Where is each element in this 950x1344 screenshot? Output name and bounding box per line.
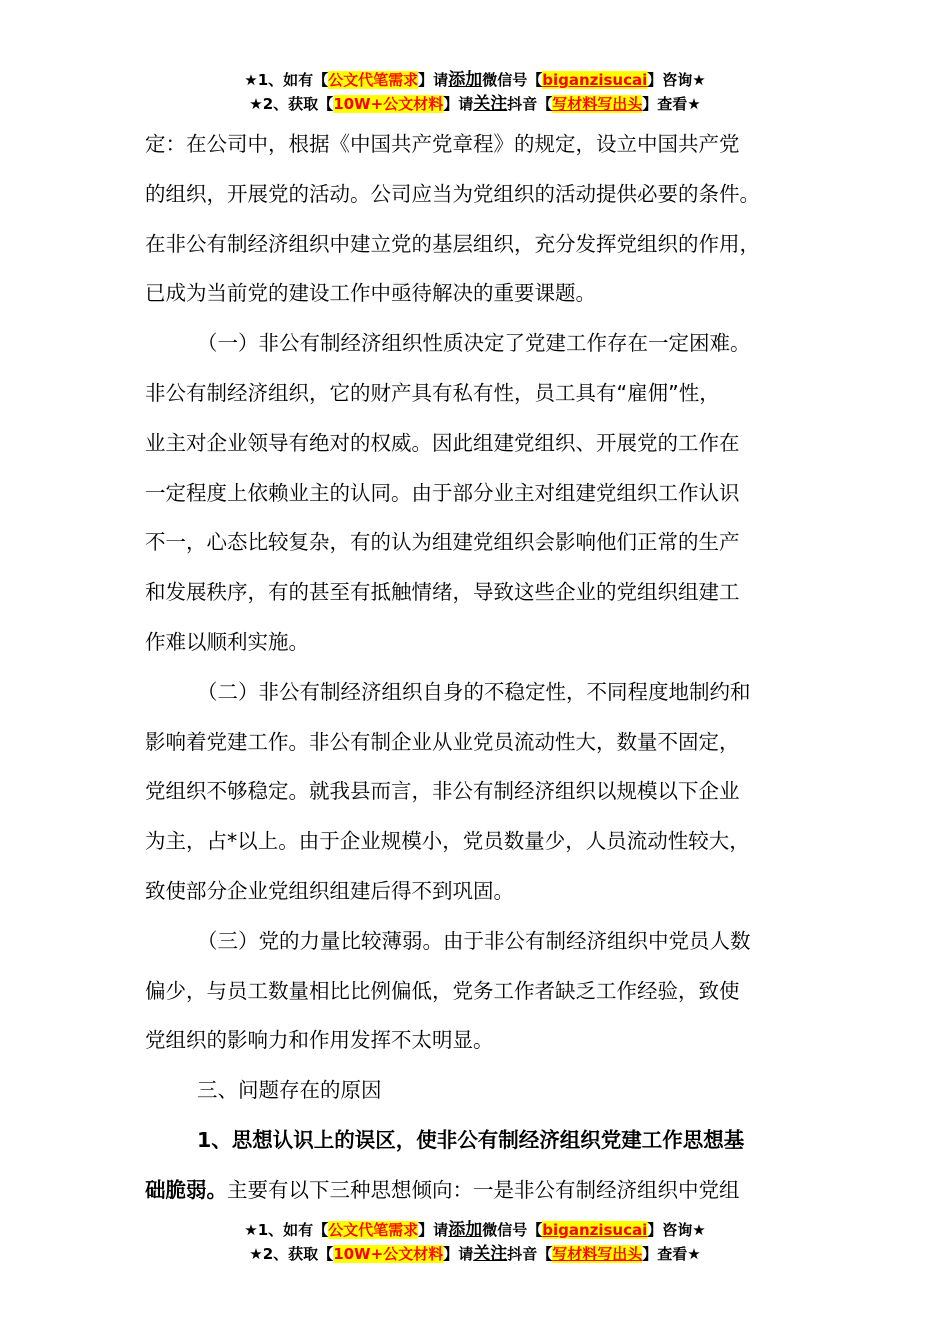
section-heading-3: （三）党的力量比较薄弱。由于非公有制经济组织中党员人数 [197, 928, 751, 953]
promo-banner-top [0, 68, 950, 116]
text-line: 不一，心态比较复杂，有的认为组建党组织会影响他们正常的生产 [145, 530, 740, 555]
chapter-heading: 三、问题存在的原因 [197, 1078, 382, 1103]
text-line: 已成为当前党的建设工作中亟待解决的重要课题。 [145, 281, 596, 306]
text-line: 党组织不够稳定。就我县而言，非公有制经济组织以规模以下企业 [145, 779, 740, 804]
text-line: 致使部分企业党组织组建后得不到巩固。 [145, 878, 514, 903]
text-line: 业主对企业领导有绝对的权威。因此组建党组织、开展党的工作在 [145, 430, 740, 455]
document-body [145, 120, 825, 1216]
text-line: 定：在公司中，根据《中国共产党章程》的规定，设立中国共产党 [145, 132, 740, 156]
text-line: 础脆弱。主要有以下三种思想倾向：一是非公有制经济组织中党组 [145, 1177, 740, 1202]
text-line: 在非公有制经济组织中建立党的基层组织，充分发挥党组织的作用， [145, 231, 760, 256]
promo-line-1: ★1、如有【公文代笔需求】请添加微信号【biganzisucai】咨询★ [244, 1220, 706, 1240]
text-line: 和发展秩序，有的甚至有抵触情绪，导致这些企业的党组织组建工 [145, 580, 740, 605]
section-heading-1: （一）非公有制经济组织性质决定了党建工作存在一定困难。 [197, 331, 751, 356]
text-line: 为主，占*以上。由于企业规模小，党员数量少，人员流动性较大， [145, 829, 750, 854]
text-line: 偏少，与员工数量相比比例偏低，党务工作者缺乏工作经验，致使 [145, 978, 740, 1003]
promo-line-2: ★2、获取【10W+公文材料】请关注抖音【写材料写出头】查看★ [249, 1244, 701, 1264]
section-heading-2: （二）非公有制经济组织自身的不稳定性，不同程度地制约和 [197, 679, 751, 704]
wechat-id: biganzisucai [542, 71, 648, 89]
promo-banner-bottom [0, 1218, 950, 1266]
text-line: 一定程度上依赖业主的认同。由于部分业主对组建党组织工作认识 [145, 480, 740, 505]
bold-heading: 1、思想认识上的误区，使非公有制经济组织党建工作思想基 [197, 1127, 745, 1152]
text-line: 的组织，开展党的活动。公司应当为党组织的活动提供必要的条件。 [145, 181, 760, 206]
promo-line-2: ★2、获取【10W+公文材料】请关注抖音【写材料写出头】查看★ [249, 94, 701, 114]
text-line: 非公有制经济组织，它的财产具有私有性，员工具有“雇佣”性， [145, 380, 720, 405]
text-line: 党组织的影响力和作用发挥不太明显。 [145, 1028, 494, 1053]
text-line: 作难以顺利实施。 [145, 629, 309, 654]
promo-line-1: ★1、如有【公文代笔需求】请添加微信号【biganzisucai】咨询★ [244, 70, 706, 90]
text-line: 影响着党建工作。非公有制企业从业党员流动性大，数量不固定， [145, 729, 740, 754]
